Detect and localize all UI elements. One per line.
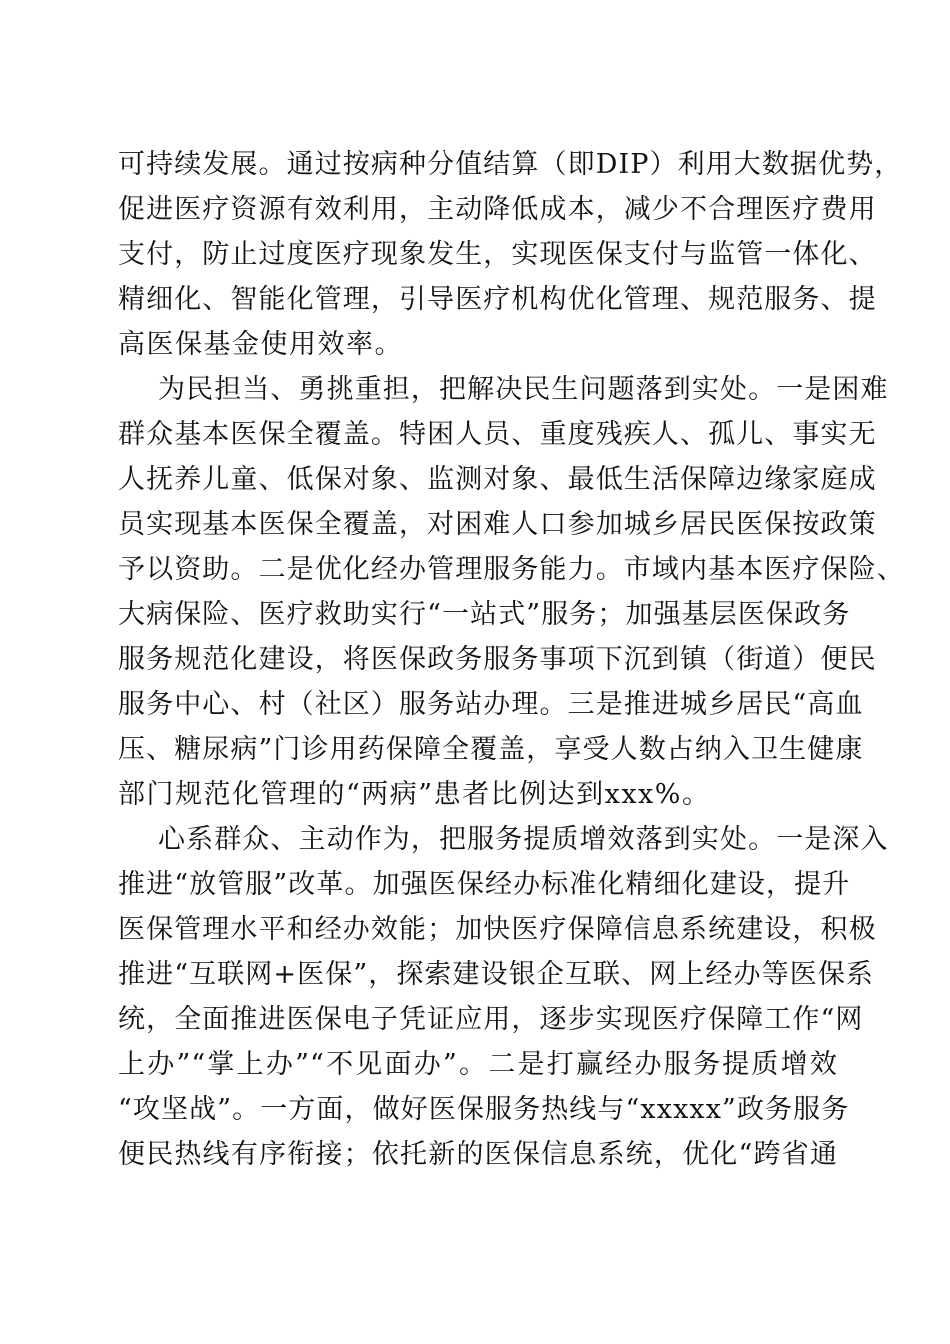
paragraph-2-line-10: 部门规范化管理的“两病”患者比例达到xxx%。 xyxy=(118,779,711,810)
paragraph-3-line-2: 推进“放管服”改革。加强医保经办标准化精细化建设，提升 xyxy=(118,869,851,900)
paragraph-2-line-5: 予以资助。二是优化经办管理服务能力。市域内基本医疗保险、 xyxy=(118,554,905,585)
paragraph-2-line-2: 群众基本医保全覆盖。特困人员、重度残疾人、孤儿、事实无 xyxy=(118,419,877,450)
text-line-4: 精细化、智能化管理，引导医疗机构优化管理、规范服务、提 xyxy=(118,284,877,315)
paragraph-2-line-3: 人抚养儿童、低保对象、监测对象、最低生活保障边缘家庭成 xyxy=(118,464,877,495)
paragraph-2-line-7: 服务规范化建设，将医保政务服务事项下沉到镇（街道）便民 xyxy=(118,644,877,675)
text-line-3: 支付，防止过度医疗现象发生，实现医保支付与监管一体化、 xyxy=(118,239,877,270)
paragraph-3-line-3: 医保管理水平和经办效能；加快医疗保障信息系统建设，积极 xyxy=(118,914,877,945)
text-line-5: 高医保基金使用效率。 xyxy=(118,329,403,360)
paragraph-2-line-8: 服务中心、村（社区）服务站办理。三是推进城乡居民“高血 xyxy=(118,689,864,720)
text-line-1: 可持续发展。通过按病种分值结算（即DIP）利用大数据优势， xyxy=(118,149,903,180)
paragraph-3-line-4: 推进“互联网+医保”，探索建设银企互联、网上经办等医保系 xyxy=(118,959,875,990)
paragraph-3-line-5: 统，全面推进医保电子凭证应用，逐步实现医疗保障工作“网 xyxy=(118,1004,864,1035)
paragraph-3-line-7: “攻坚战”。一方面，做好医保服务热线与“xxxxx”政务服务 xyxy=(118,1094,850,1125)
paragraph-2-line-4: 员实现基本医保全覆盖，对困难人口参加城乡居民医保按政策 xyxy=(118,509,877,540)
paragraph-3-line-6: 上办”“掌上办”“不见面办”。二是打赢经办服务提质增效 xyxy=(118,1049,838,1080)
paragraph-2-line-9: 压、糖尿病”门诊用药保障全覆盖，享受人数占纳入卫生健康 xyxy=(118,734,864,765)
paragraph-2-line-1: 为民担当、勇挑重担，把解决民生问题落到实处。一是困难 xyxy=(158,374,889,405)
paragraph-2-line-6: 大病保险、医疗救助实行“一站式”服务；加强基层医保政务 xyxy=(118,599,851,630)
paragraph-3-line-1: 心系群众、主动作为，把服务提质增效落到实处。一是深入 xyxy=(158,824,889,855)
paragraph-3-line-8: 便民热线有序衔接；依托新的医保信息系统，优化“跨省通 xyxy=(118,1139,838,1170)
text-line-2: 促进医疗资源有效利用，主动降低成本，减少不合理医疗费用 xyxy=(118,194,877,225)
